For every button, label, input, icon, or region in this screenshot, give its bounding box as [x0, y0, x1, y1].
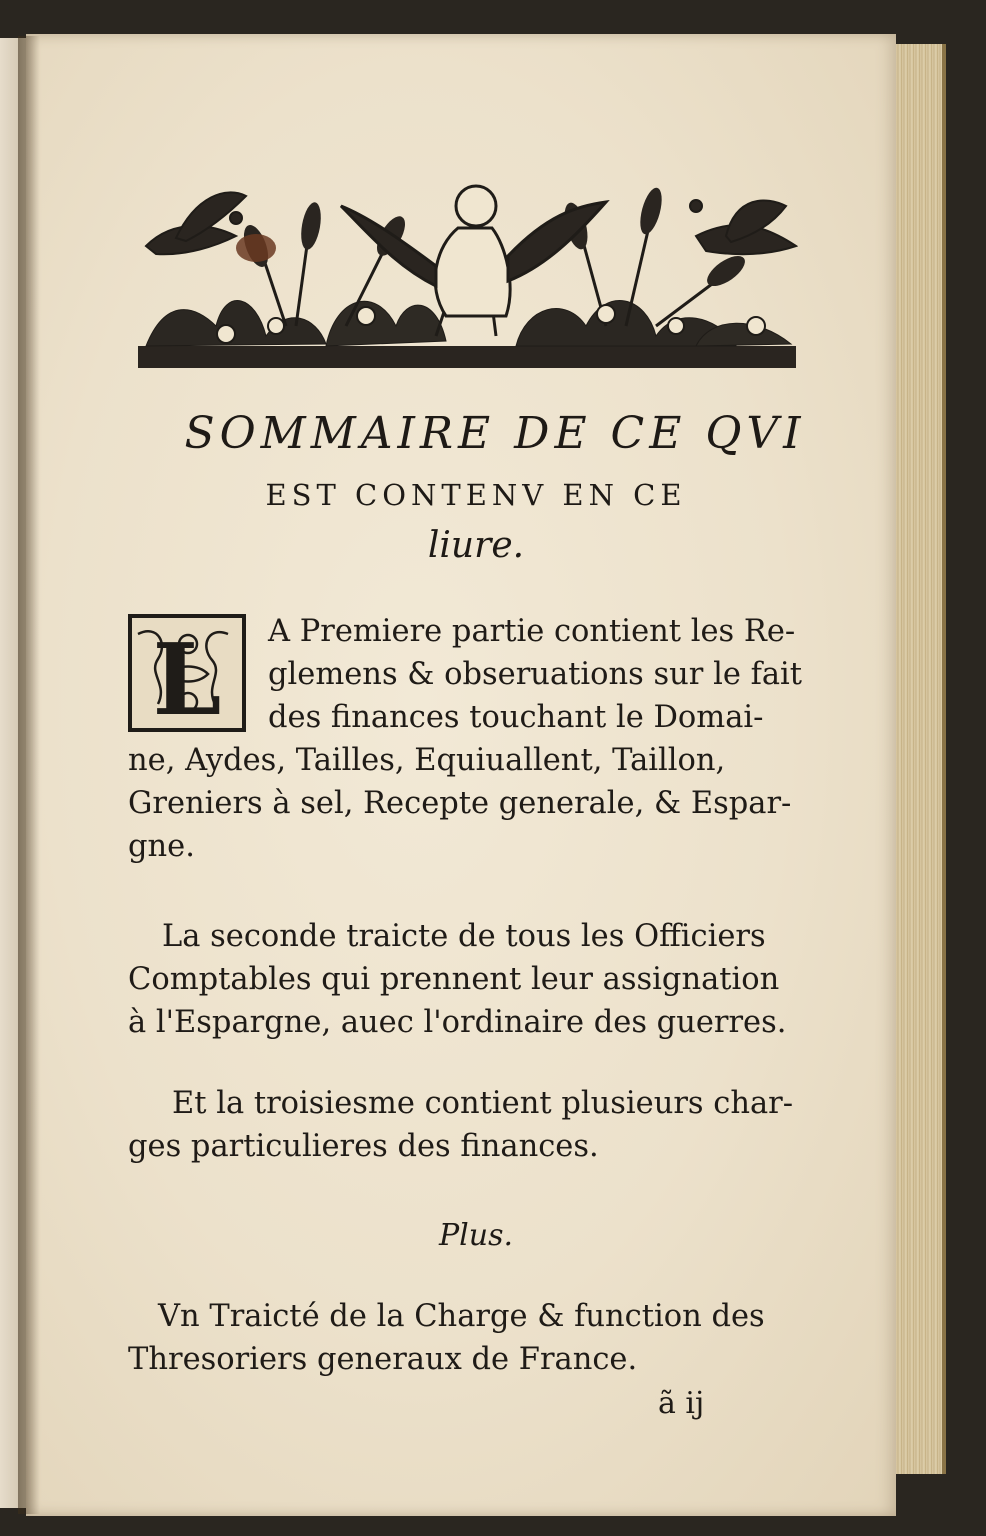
paragraph-4-line: Thresoriers generaux de France. — [128, 1342, 638, 1377]
paragraph-3-line: ges particulieres des finances. — [128, 1129, 599, 1164]
plus-heading: Plus. — [438, 1218, 514, 1253]
initial-letter: L — [152, 623, 222, 732]
fore-edge — [896, 44, 946, 1474]
paragraph-3-line: Et la troisiesme contient plusieurs char- — [172, 1086, 794, 1121]
paragraph-1-line: A Premiere partie contient les Re- — [268, 614, 796, 649]
title-line-1: SOMMAIRE DE CE QVI — [184, 408, 806, 459]
title-line-2: EST CONTENV EN CE — [265, 478, 687, 512]
paragraph-1-line: Greniers à sel, Recepte generale, & Espar- — [128, 786, 792, 821]
paragraph-3 — [128, 1082, 812, 1168]
paragraph-4-line: Vn Traicté de la Charge & function des — [158, 1299, 765, 1334]
paragraph-4 — [128, 1295, 812, 1381]
paragraph-2-line: Comptables qui prennent leur assignation — [128, 962, 780, 997]
paragraph-1 — [128, 610, 812, 868]
paragraph-1-line: des finances touchant le Domai- — [268, 700, 764, 735]
paragraph-1-line: gne. — [128, 829, 195, 864]
paragraph-2-line: La seconde traicte de tous les Officiers — [162, 919, 766, 954]
signature-mark: ã ij — [658, 1386, 705, 1421]
spine-shadow — [18, 36, 40, 1514]
title-line-3: liure. — [427, 525, 525, 566]
headpiece-ornament — [136, 176, 798, 372]
paragraph-1-line: ne, Aydes, Tailles, Equiuallent, Taillon, — [128, 743, 726, 778]
paragraph-2 — [128, 915, 812, 1044]
paragraph-2-line: à l'Espargne, auec l'ordinaire des guerres. — [128, 1005, 787, 1040]
paragraph-1-line: glemens & obseruations sur le fait — [268, 657, 803, 692]
